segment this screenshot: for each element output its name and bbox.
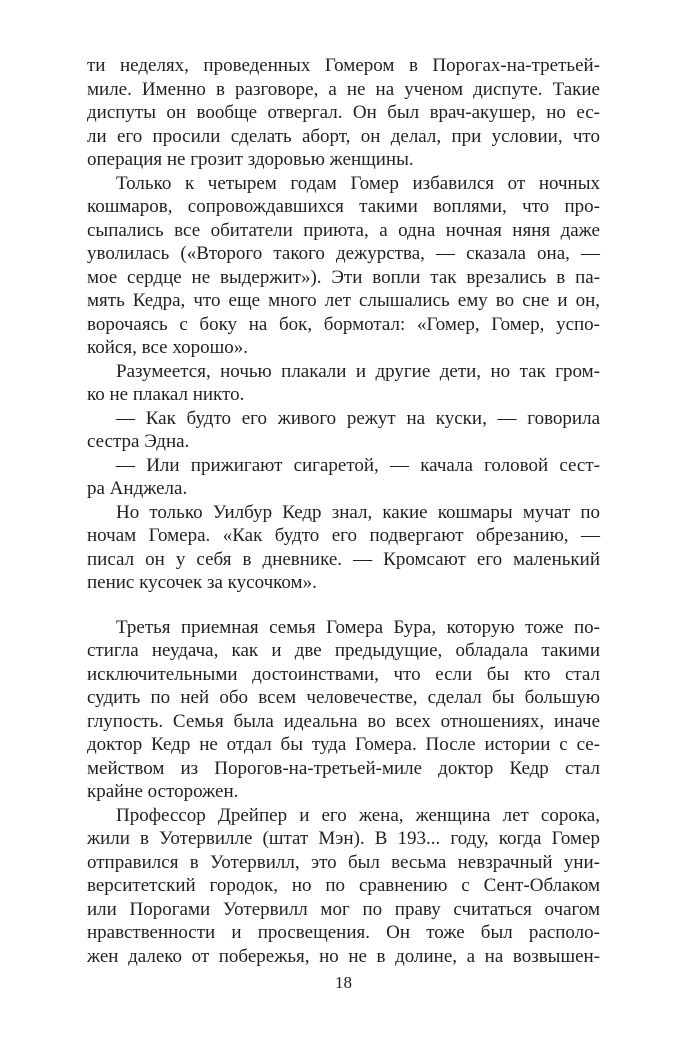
text-line: исключительными достоинствами, что если бы кто стал <box>87 663 600 685</box>
text-line: сестра Эдна. <box>87 431 190 452</box>
text-line: ра Анджела. <box>87 478 188 499</box>
text-line: Но только Уилбур Кедр знал, какие кошмары мучат по <box>116 501 600 523</box>
page-text-block <box>87 54 600 968</box>
text-line: сыпались все обитатели приюта, а одна ночная няня даже <box>87 219 600 241</box>
text-line: койся, все хорошо». <box>87 337 248 358</box>
text-line: мейством из Порогов-на-третьей-миле доктор Кедр стал <box>87 757 600 779</box>
text-line: крайне осторожен. <box>87 781 239 802</box>
text-line: жен далеко от побережья, но не в долине, а на возвышен- <box>87 945 600 967</box>
text-line: нравственности и просвещения. Он тоже был располо- <box>87 922 600 943</box>
paragraph <box>87 501 600 595</box>
paragraph <box>87 172 600 360</box>
paragraph <box>87 360 600 407</box>
text-line: мое сердце не выдержит»). Эти вопли так врезались в па- <box>87 266 600 288</box>
text-line: ли его просили сделать аборт, он делал, при условии, что <box>87 125 600 147</box>
text-line: мять Кедра, что еще много лет слышались ему во сне и он, <box>87 290 600 311</box>
text-line: операция не грозит здоровью женщины. <box>87 149 414 170</box>
paragraph <box>87 407 600 454</box>
text-line: Разумеется, ночью плакали и другие дети, но так гром- <box>116 360 600 382</box>
text-line: верситетский городок, но по сравнению с Сент-Облаком <box>87 875 600 896</box>
text-line: ночам Гомера. «Как будто его подвергают обрезанию, — <box>87 525 600 546</box>
text-line: жили в Уотервилле (штат Мэн). В 193... году, когда Гомер <box>87 828 600 849</box>
paragraph <box>87 54 600 172</box>
text-line: миле. Именно в разговоре, а не на ученом диспуте. Такие <box>87 78 600 100</box>
text-line: писал он у себя в дневнике. — Кромсают его маленький <box>87 548 600 570</box>
text-line: пенис кусочек за кусочком». <box>87 572 317 593</box>
text-line: уволилась («Второго такого дежурства, — сказала она, — <box>87 243 600 264</box>
text-line: кошмаров, сопровождавшихся такими воплями, что про- <box>87 196 600 217</box>
text-line: ти неделях, проведенных Гомером в Порогах-на-третьей- <box>87 55 600 76</box>
paragraph <box>87 804 600 969</box>
text-line: ворочаясь с боку на бок, бормотал: «Гомер, Гомер, успо- <box>87 313 600 335</box>
text-line: — Или прижигают сигаретой, — качала головой сест- <box>116 454 600 476</box>
text-line: Третья приемная семья Гомера Бура, которую тоже по- <box>116 616 600 638</box>
text-line: Только к четырем годам Гомер избавился от ночных <box>116 172 600 194</box>
text-line: судить по ней обо всем человечестве, сделал бы большую <box>87 687 600 708</box>
text-line: — Как будто его живого режут на куски, — говорила <box>116 407 600 429</box>
paragraph <box>87 616 600 804</box>
text-line: Профессор Дрейпер и его жена, женщина лет сорока, <box>116 804 600 826</box>
text-line: доктор Кедр не отдал бы туда Гомера. После истории с се- <box>87 734 600 755</box>
text-line: ко не плакал никто. <box>87 384 245 405</box>
paragraph <box>87 454 600 501</box>
text-line: диспуты он вообще отвергал. Он был врач-акушер, но ес- <box>87 102 600 123</box>
page-number: 18 <box>335 973 352 992</box>
text-line: стигла неудача, как и две предыдущие, обладала такими <box>87 640 600 661</box>
text-line: глупость. Семья была идеальна во всех отношениях, иначе <box>87 710 600 732</box>
text-line: или Порогами Уотервилл мог по праву считаться очагом <box>87 898 600 920</box>
text-line: отправился в Уотервилл, это был весьма невзрачный уни- <box>87 851 600 873</box>
